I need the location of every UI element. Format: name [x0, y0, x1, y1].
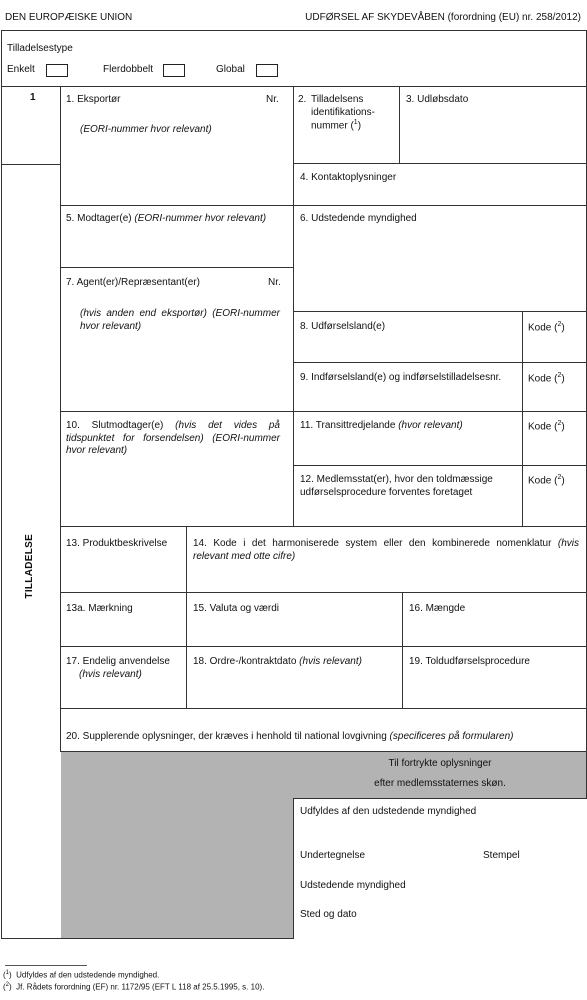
frame-left [1, 30, 2, 939]
field-7-title: 7. Agent(er)/Repræsentant(er) [66, 277, 200, 288]
field-19-title: 19. Toldudførselsprocedure [409, 656, 530, 667]
issuer-title: Udfyldes af den udstedende myndighed [300, 806, 477, 817]
footnote-1-num: 1 [5, 970, 10, 976]
field-14-text [193, 538, 579, 563]
field-6-title: 6. Udstedende myndighed [300, 213, 417, 224]
field-20-title: 20. Supplerende oplysninger, der kræves i henhold til national lovgivning [66, 731, 387, 742]
side-label: TILLADELSE [23, 533, 35, 599]
divider [399, 86, 400, 163]
field-7-note: (hvis anden end eksportør) (EORI-nummer hvor relevant) [80, 308, 280, 332]
footnote-2-num: 2 [5, 982, 10, 988]
field-8-kode: Kode ($^2$) [528, 321, 565, 334]
field-3-title: 3. Udløbsdato [406, 94, 469, 105]
field-2-text-body: Tilladelsens identifikations-nummer [311, 94, 375, 132]
divider [60, 526, 587, 527]
field-8-title: 8. Udførselsland(e) [300, 321, 386, 332]
divider [60, 646, 587, 647]
issuer-authority: Udstedende myndighed [300, 880, 406, 891]
kode-label: Kode [528, 421, 552, 433]
divider [60, 411, 587, 412]
type-enkelt-label: Enkelt [7, 64, 35, 75]
type-global-checkbox[interactable] [256, 64, 278, 77]
divider [60, 205, 587, 206]
divider [293, 362, 587, 363]
field-16-title: 16. Mængde [409, 603, 466, 614]
field-13-title: 13. Produktbeskrivelse [66, 538, 168, 549]
field-12-title: 12. Medlemsstat(er), hvor den toldmæssige udførselsprocedure forventes foretaget [300, 474, 493, 498]
field-18-text [193, 656, 362, 669]
divider [522, 311, 523, 527]
field-17-note: (hvis relevant) [79, 668, 142, 680]
divider [60, 708, 587, 709]
divider [60, 86, 61, 751]
kode-label: Kode [528, 475, 552, 487]
type-global-label: Global [216, 64, 245, 75]
divider [186, 526, 187, 708]
field-1-note: (EORI-nummer hvor relevant) [80, 124, 212, 135]
field-17-title: 17. Endelig anvendelse [66, 656, 170, 667]
field-5-text [66, 213, 280, 226]
field-4-title: 4. Kontaktoplysninger [300, 172, 397, 183]
field-11-text [300, 420, 463, 433]
field-5-prefix: 5. Modtager(e) [66, 213, 132, 224]
divider [1, 86, 587, 87]
type-enkelt-checkbox[interactable] [46, 64, 68, 77]
issuer-stamp: Stempel [483, 850, 520, 861]
preprint-line2: efter medlemsstaternes skøn. [374, 778, 506, 789]
field-2-text: Tilladelsens identifikations-nummer ($^1$) [311, 94, 375, 132]
footnote-2-text: Jf. Rådets forordning (EF) nr. 1172/95 (EFT L 118 af 25.5.1995, s. 10). [16, 982, 265, 992]
kode-sup: 2 [557, 321, 562, 328]
field-11-note: (hvor relevant) [398, 420, 463, 431]
field-11-title: 11. Transittredjelande [300, 420, 396, 431]
footnote-1-text: Udfyldes af den udstedende myndighed. [16, 970, 160, 980]
divider [293, 311, 587, 312]
type-flerdobbelt-checkbox[interactable] [163, 64, 185, 77]
field-9-kode: Kode ($^2$) [528, 372, 565, 385]
field-9-title: 9. Indførselsland(e) og indførselstilladelsesnr. [300, 372, 502, 383]
field-20-text [66, 731, 513, 744]
field-5-note: (EORI-nummer hvor relevant) [134, 213, 267, 224]
divider [60, 267, 294, 268]
kode-label: Kode [528, 322, 552, 334]
footnote-1: ($^1$) Udfyldes af den udstedende myndighed. [3, 970, 160, 980]
field-17-text [66, 656, 176, 681]
divider [293, 465, 587, 466]
field-1-nr: Nr. [266, 94, 279, 105]
field-10-prefix: 10. Slutmodtager(e) [66, 420, 164, 431]
field-7-nr: Nr. [268, 277, 281, 288]
footnote-2: ($^2$) Jf. Rådets forordning (EF) nr. 1172/95 (EFT L 118 af 25.5.1995, s. 10). [3, 982, 265, 992]
field-2-sup: 1 [353, 119, 358, 126]
issuer-place: Sted og dato [300, 909, 357, 920]
divider [60, 592, 587, 593]
field-18-title: 18. Ordre-/kontraktdato [193, 656, 297, 667]
frame-top [1, 30, 587, 31]
header-right: UDFØRSEL AF SKYDEVÅBEN (forordning (EU) nr. 258/2012) [305, 12, 581, 23]
field-20-note: (specificeres på formularen) [389, 731, 514, 742]
kode-sup: 2 [557, 420, 562, 427]
divider [293, 86, 294, 527]
divider [293, 163, 587, 164]
divider [402, 592, 403, 708]
field-1-title: 1. Eksportør [66, 94, 121, 105]
kode-sup: 2 [557, 372, 562, 379]
field-14-title: 14. Kode i det harmoniserede system eller den kombinerede nomenklatur [193, 538, 552, 549]
field-18-note: (hvis relevant) [299, 656, 362, 667]
copy-number: 1 [30, 92, 36, 103]
type-label: Tilladelsestype [7, 43, 73, 54]
kode-label: Kode [528, 373, 552, 385]
issuer-signature: Undertegnelse [300, 850, 366, 861]
field-14-note: (hvis relevant med otte cifre) [193, 538, 580, 562]
field-10-note: (hvis det vides på tidspunktet for forsendelsen) (EORI-nummer hvor relevant) [66, 420, 280, 456]
preprint-line1: Til fortrykte oplysninger [388, 758, 492, 769]
footnote-rule [5, 965, 87, 966]
field-2-num: 2. [298, 94, 307, 105]
field-12-kode: Kode ($^2$) [528, 474, 565, 487]
type-flerdobbelt-label: Flerdobbelt [103, 64, 154, 75]
kode-sup: 2 [557, 474, 562, 481]
header-left: DEN EUROPÆISKE UNION [5, 12, 133, 23]
field-10-text [66, 420, 280, 458]
field-13a-title: 13a. Mærkning [66, 603, 133, 614]
divider [1, 164, 61, 165]
field-11-kode: Kode ($^2$) [528, 420, 565, 433]
field-15-title: 15. Valuta og værdi [193, 603, 279, 614]
